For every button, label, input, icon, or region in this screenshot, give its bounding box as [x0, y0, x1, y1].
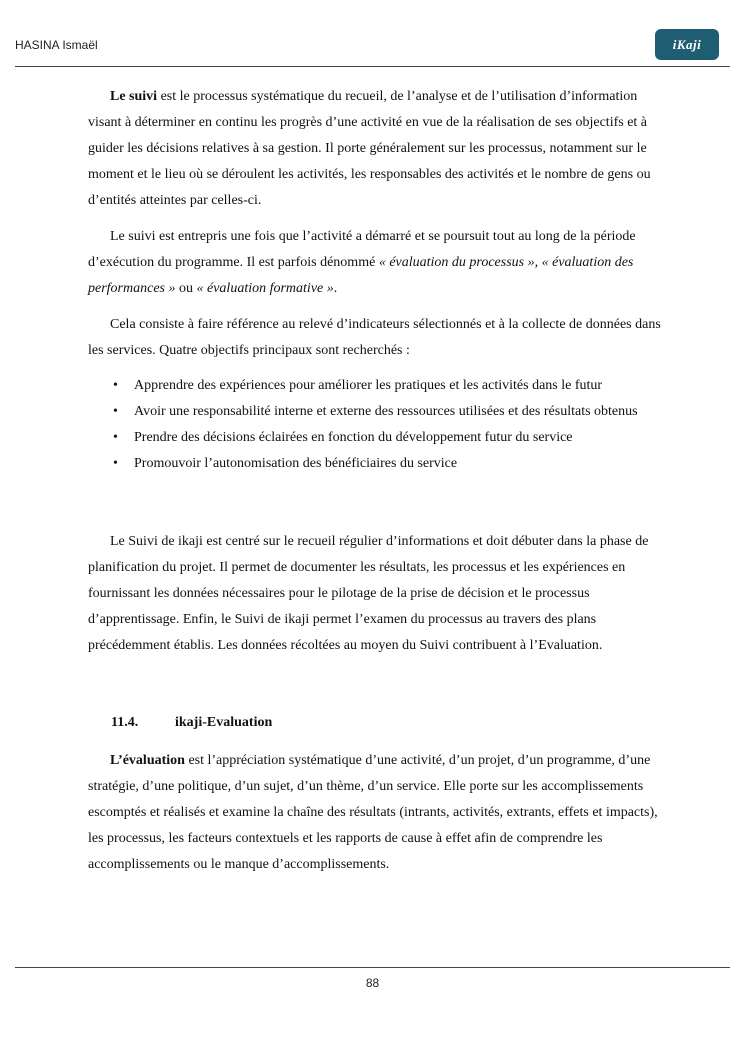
paragraph-evaluation-definition — [88, 748, 668, 878]
paragraph-body: Le suivi est entrepris une fois que l’activité a démarré et se poursuit tout au long de la période d’exécution du programme. Il est parfois dénommé — [88, 229, 636, 270]
list-item: • Prendre des décisions éclairées en fonction du développement futur du service — [88, 425, 668, 451]
paragraph-text — [88, 748, 668, 878]
header-author: HASINA Ismaël — [15, 38, 98, 52]
paragraph-body: est l’appréciation systématique d’une activité, d’un projet, d’un programme, d’une stratégie, d’une politique, d’un sujet, d’un thème, d’un service. Elle porte sur les accomplissements escomptés et réalisés et examine la chaîne des résultats (intrants, activités, extrants, effets et impacts), les processus, les facteurs contextuels et les rapports de cause à effet afin de comprendre les accomplissements ou le manque d’accomplissements. — [88, 753, 658, 872]
objectives-list — [88, 373, 668, 477]
paragraph-suivi-ikaji — [88, 529, 668, 659]
italic-terms: « évaluation du processus », « évaluation des performances » — [88, 255, 634, 296]
paragraph-objectives-intro — [88, 312, 668, 364]
paragraph-text: Le Suivi de ikaji est centré sur le recueil régulier d’informations et doit débuter dans la phase de planification du projet. Il permet de documenter les résultats, les processus et les expériences en fournissant les données nécessaires pour le pilotage de la prise de décision et le processus d’apprentissage. Enfin, le Suivi de ikaji permet l’examen du processus au travers des plans précédemment établis. Les données récoltées au moyen du Suivi contribuent à l’Evaluation. — [88, 534, 649, 653]
italic-term-formative: « évaluation formative » — [196, 281, 334, 296]
paragraph-text — [88, 84, 668, 214]
paragraph-body: est le processus systématique du recueil, de l’analyse et de l’utilisation d’information visant à déterminer en continu les progrès d’une activité en vue de la réalisation de ses objectifs et à guider les décisions relatives à sa gestion. Il porte généralement sur les processus, notamment sur le moment et le lieu où se déroulent les activités, les responsables des activités et le nombre de gens ou d’entités atteintes par celles-ci. — [88, 89, 651, 208]
logo-text: iKaji — [672, 36, 702, 52]
paragraph-suivi-timing — [88, 224, 668, 302]
section-heading — [111, 710, 272, 736]
paragraph-text — [88, 224, 668, 302]
term-evaluation: L’évaluation — [110, 753, 185, 768]
ikaji-logo — [655, 29, 719, 60]
paragraph-suivi-definition — [88, 84, 668, 214]
list-item: • Avoir une responsabilité interne et externe des ressources utilisées et des résultats obtenus — [88, 399, 668, 425]
paragraph-connector: ou — [175, 281, 197, 296]
header-divider — [15, 66, 730, 67]
paragraph-text: Cela consiste à faire référence au relevé d’indicateurs sélectionnés et à la collecte de données dans les services. Quatre objectifs principaux sont recherchés : — [88, 317, 661, 358]
list-item: • Promouvoir l’autonomisation des bénéficiaires du service — [88, 451, 668, 477]
section-title: ikaji-Evaluation — [175, 715, 273, 730]
paragraph-end: . — [333, 281, 338, 296]
term-le-suivi: Le suivi — [110, 89, 158, 104]
footer-divider — [15, 967, 730, 968]
list-item: • Apprendre des expériences pour améliorer les pratiques et les activités dans le futur — [88, 373, 668, 399]
page-number: 88 — [365, 976, 380, 990]
section-number: 11.4. — [111, 715, 139, 730]
